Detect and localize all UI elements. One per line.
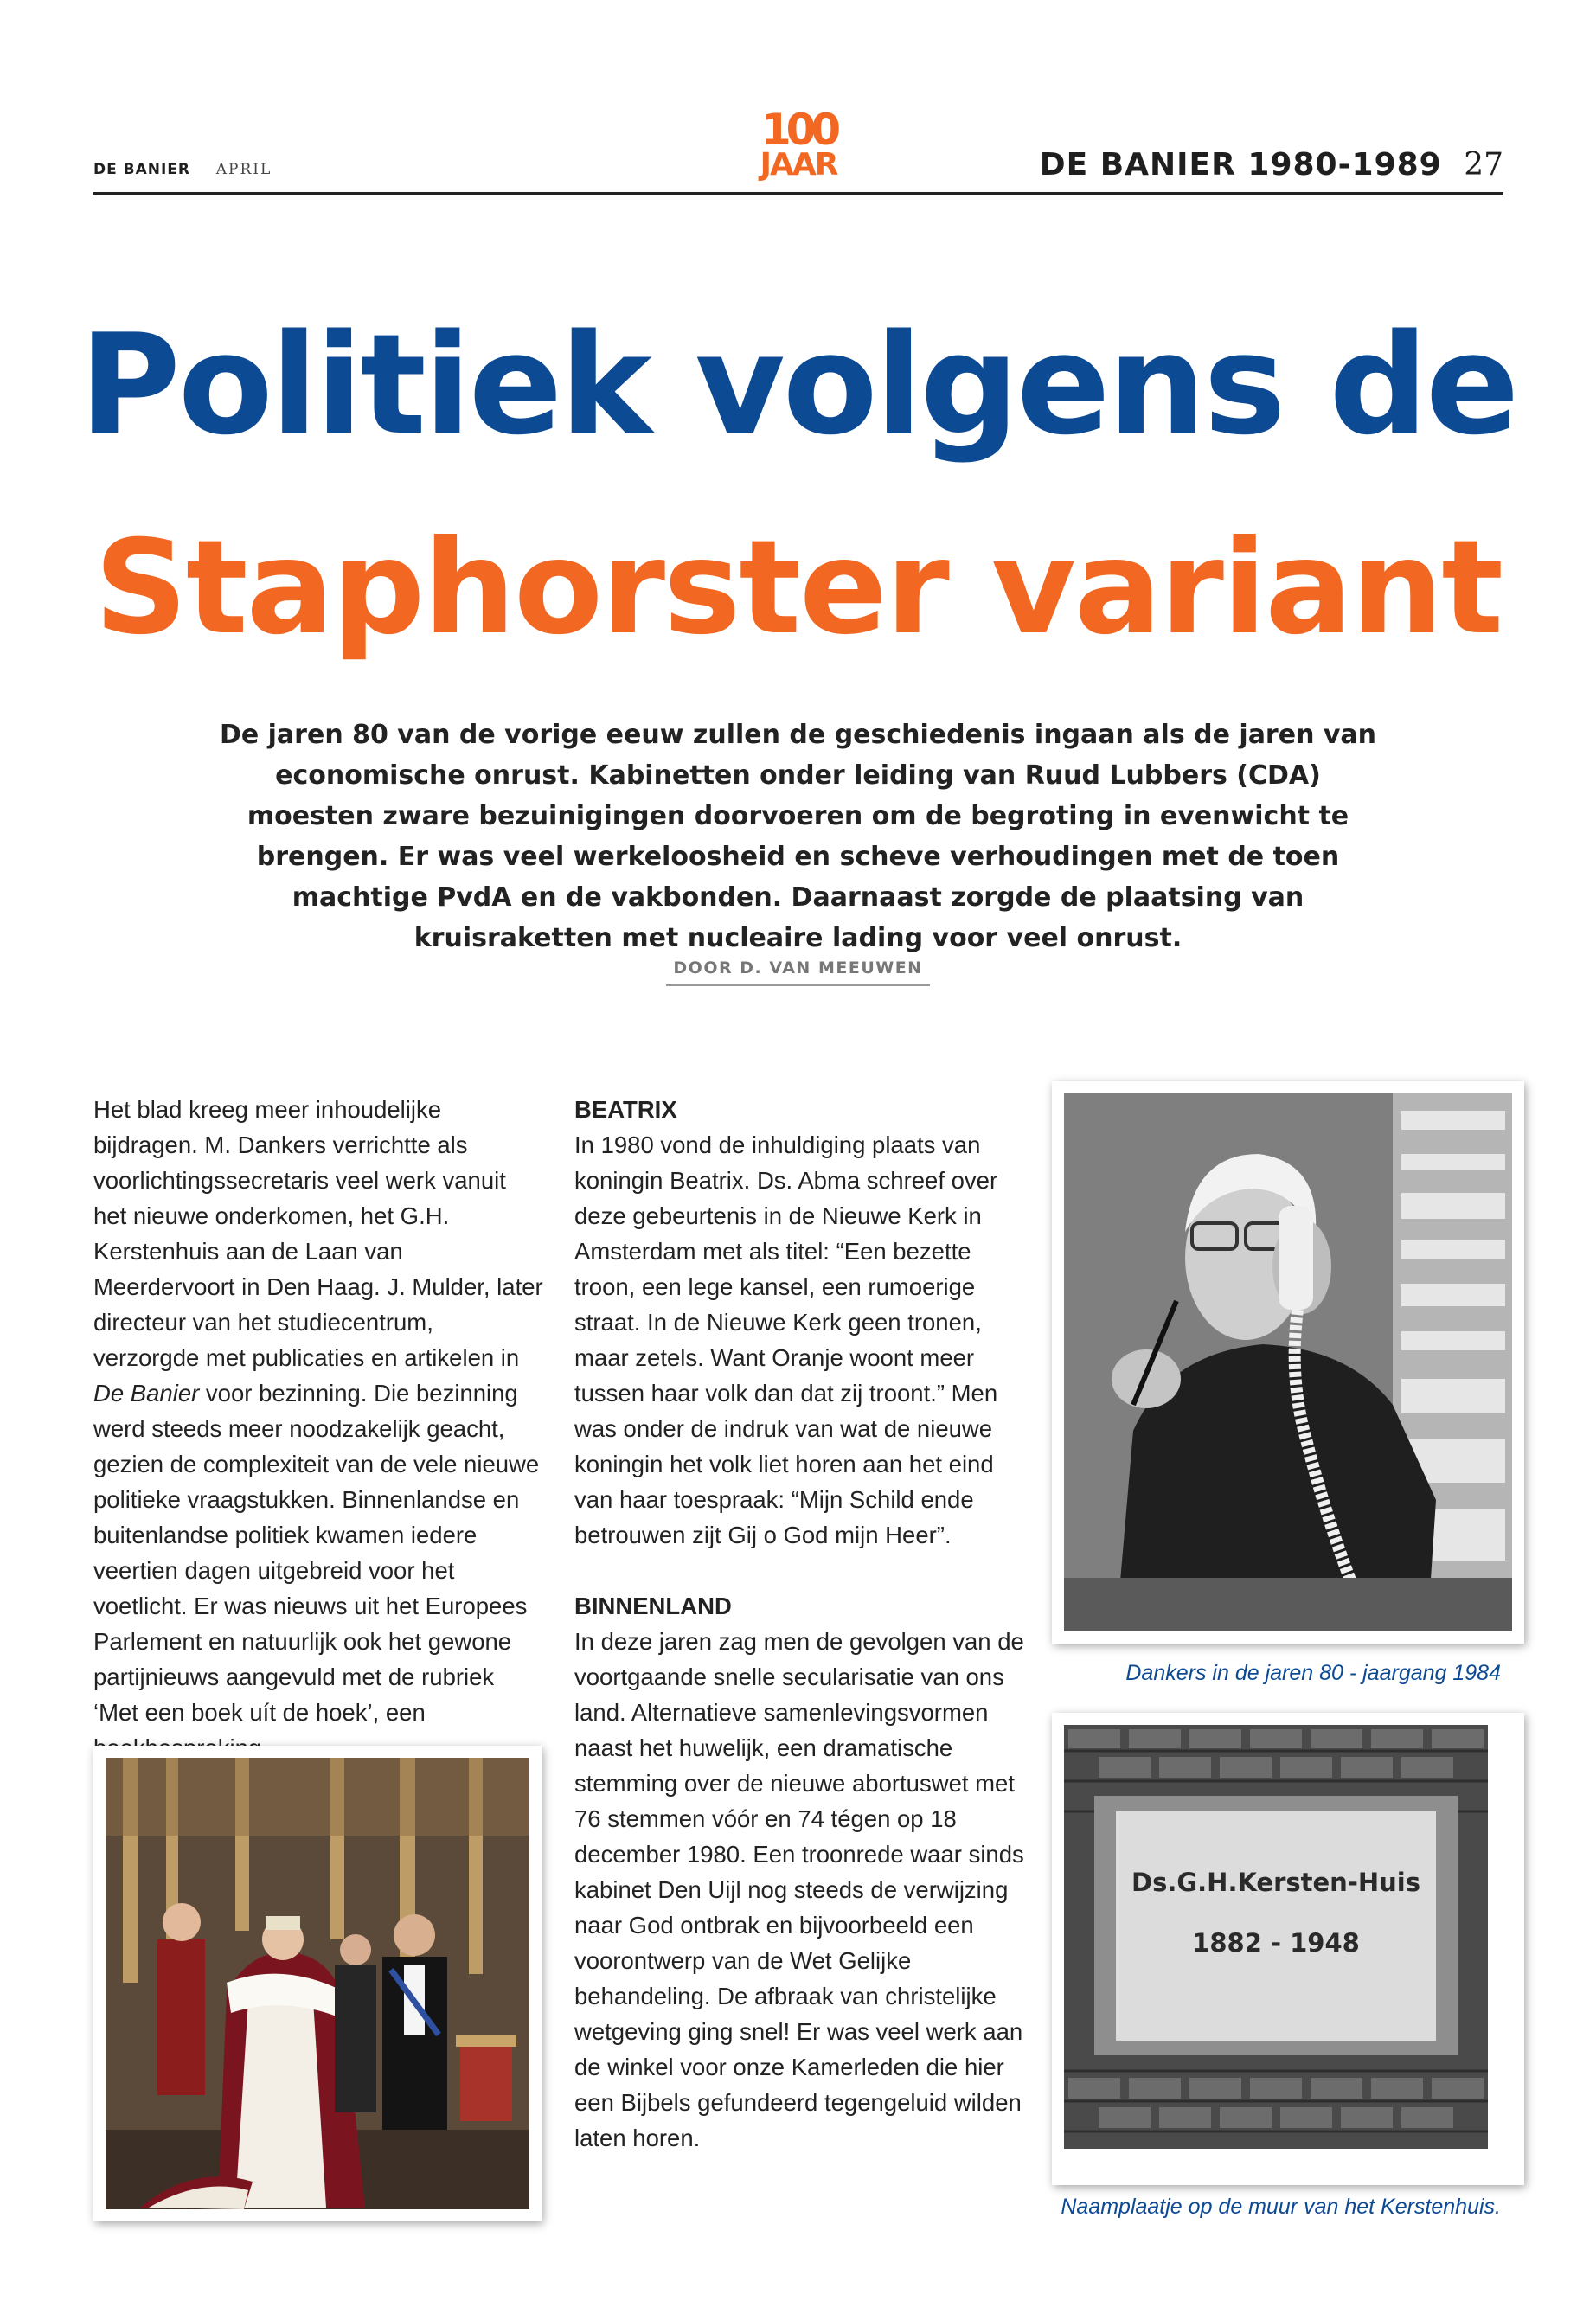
photo-dankers	[1052, 1081, 1524, 1644]
text-column-1	[93, 1092, 543, 1766]
column1-paragraph	[93, 1092, 543, 1766]
caption-plaque: Naamplaatje op de muur van het Kerstenhuis.	[1061, 2195, 1501, 2219]
logo-word: JAAR	[760, 147, 837, 183]
header-left	[93, 161, 272, 178]
column1-text-a: Het blad kreeg meer inhoudelijke bijdragen. M. Dankers verrichtte als voorlichtingssecretaris veel werk vanuit het nieuwe onderkomen, het G.H. Kerstenhuis aan de Laan van Meerdervoort in Den Haag. J. Mulder, later directeur van het studiecentrum, verzorgde met publicaties en artikelen in	[93, 1096, 543, 1371]
column1-text-b: voor bezinning. Die bezinning werd steeds meer noodzakelijk geacht, gezien de complexiteit van de vele nieuwe politieke vraagstukken. Binnenlandse en buitenlandse politiek kwamen iedere veertien dagen uitgebreid voor het voetlicht. Er was nieuws uit het Europees Parlement en natuurlijk ook het gewone partijnieuws aangevuld met de rubriek ‘Met een boek uít de hoek’, een	[93, 1380, 540, 1726]
section-title: DE BANIER 1980-1989	[1039, 147, 1442, 183]
plaque-name: Ds.G.H.Kersten-Huis	[1131, 1868, 1420, 1897]
page-header	[93, 105, 1503, 195]
byline-wrap	[0, 958, 1596, 986]
article-title-line2: Staphorster variant	[93, 513, 1503, 663]
article-lead: De jaren 80 van de vorige eeuw zullen de geschiedenis ingaan als de jaren van economische onrust. Kabinetten onder leiding van Ruud Lubbers (CDA) moesten zware bezuinigingen doorvoeren om de begroting in evenwicht te brengen. Er was veel werkeloosheid en scheve verhoudingen met de toen machtige PvdA en de vakbonden. Daarnaast zorgde de plaatsing van kruisraketten met nucleaire lading voor veel onrust.	[219, 720, 1377, 953]
logo-number: 100	[760, 105, 836, 155]
heading-beatrix: BEATRIX	[574, 1096, 677, 1123]
photo-plaque-image	[1064, 1725, 1488, 2149]
text-column-2	[574, 1092, 1029, 2156]
issue-month: APRIL	[215, 161, 272, 178]
photo-inauguration-image	[106, 1758, 529, 2209]
photo-plaque	[1052, 1713, 1524, 2185]
photo-dankers-image	[1064, 1093, 1512, 1631]
magazine-name: DE BANIER	[93, 161, 191, 178]
column1-italic-title: De Banier	[93, 1380, 200, 1407]
plaque-years: 1882 - 1948	[1192, 1928, 1360, 1958]
header-right	[1040, 147, 1503, 183]
photo-inauguration	[93, 1746, 542, 2221]
page-number: 27	[1464, 147, 1503, 183]
heading-binnenland: BINNENLAND	[574, 1593, 732, 1619]
caption-dankers: Dankers in de jaren 80 - jaargang 1984	[1125, 1661, 1501, 1685]
beatrix-paragraph: In 1980 vond de inhuldiging plaats van koningin Beatrix. Ds. Abma schreef over deze gebeurtenis in de Nieuwe Kerk in Amsterdam met als titel: “Een bezette troon, een lege kansel, een rumoerige straat. In de Nieuwe Kerk geen tronen, maar zetels. Want Oranje woont meer tussen haar volk dan dat zij troont.” Men was onder de indruk van wat de nieuwe koningin het volk liet horen aan het eind van haar toespraak: “Mijn Schild ende betrouwen zijt Gij o God mijn Heer”.	[574, 1131, 998, 1548]
article-byline: DOOR D. VAN MEEUWEN	[666, 958, 929, 986]
binnenland-paragraph: In deze jaren zag men de gevolgen van de voortgaande snelle secularisatie van ons land. Alternatieve samenlevingsvormen naast het huwelijk, een dramatische stemming over de nieuwe abortuswet met 76 stemmen vóór en 74 tégen op 18 december 1980. Een troonrede waar sinds kabinet Den Uijl nog steeds de verwijzing naar God ontbrak en bijvoorbeeld een voorontwerp van de Wet Gelijke behandeling. De afbraak van christelijke wetgeving ging snel! Er was veel werk aan de winkel voor onze Kamerleden die hier een Bijbels gefundeerd tegengeluid wilden laten horen.	[574, 1628, 1024, 2151]
article-title-line1: Politiek volgens de	[79, 304, 1517, 465]
paragraph-gap	[574, 1553, 1029, 1588]
anniversary-logo	[751, 105, 846, 187]
